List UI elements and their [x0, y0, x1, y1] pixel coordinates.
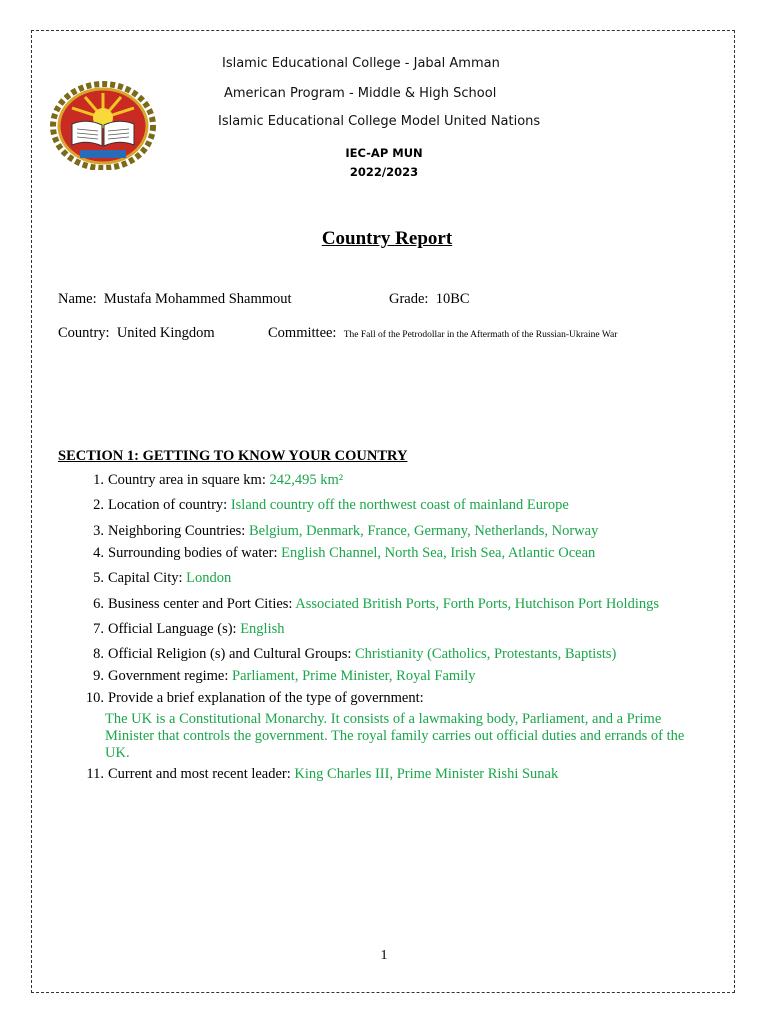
question-number: 5.: [93, 570, 104, 586]
question-number: 8.: [93, 646, 104, 662]
question-number: 4.: [93, 545, 104, 561]
question-answer: Associated British Ports, Forth Ports, Hutchison Port Holdings: [295, 596, 660, 612]
question-label: Provide a brief explanation of the type of government:: [108, 690, 424, 706]
question-item: [72, 472, 343, 489]
question-item: [72, 523, 598, 540]
question-label: Current and most recent leader:: [108, 766, 291, 782]
section-heading: SECTION 1: GETTING TO KNOW YOUR COUNTRY: [58, 448, 408, 464]
question-label: Surrounding bodies of water:: [108, 545, 278, 561]
question-item: [72, 646, 616, 663]
question-number: 3.: [93, 523, 104, 539]
question-label: Capital City:: [108, 570, 183, 586]
question-number: 10.: [85, 690, 104, 706]
conference-year: 2022/2023: [349, 165, 419, 179]
question-item: [72, 570, 231, 587]
name-row: [58, 291, 292, 308]
mun-name: Islamic Educational College Model United Nations: [218, 114, 541, 129]
question-item: [72, 497, 569, 514]
question-label: Neighboring Countries:: [108, 523, 246, 539]
name-label: Name:: [58, 291, 97, 307]
question-answer: Parliament, Prime Minister, Royal Family: [232, 668, 476, 684]
question-answer: English: [240, 621, 285, 637]
question-number: 9.: [93, 668, 104, 684]
question-label: Official Religion (s) and Cultural Groups:: [108, 646, 352, 662]
question-item: [72, 596, 659, 613]
conference-name: IEC-AP MUN: [345, 146, 423, 160]
question-number: 1.: [93, 472, 104, 488]
question-number: 6.: [93, 596, 104, 612]
page-number: 1: [380, 948, 388, 963]
country-value: United Kingdom: [116, 325, 215, 341]
question-answer: King Charles III, Prime Minister Rishi Sunak: [294, 766, 559, 782]
question-item: [72, 766, 558, 783]
grade-value: 10BC: [435, 291, 470, 307]
question-number: 7.: [93, 621, 104, 637]
school-name: Islamic Educational College - Jabal Amman: [222, 56, 500, 71]
program-name: American Program - Middle & High School: [224, 86, 497, 101]
committee-topic: The Fall of the Petrodollar in the Aftermath of the Russian-Ukraine War: [343, 330, 618, 340]
question-label: Location of country:: [108, 497, 228, 513]
government-explanation: The UK is a Constitutional Monarchy. It consists of a lawmaking body, Parliament, and a Prime Minister that controls the government. The royal family carries out official duties and errands of the UK.: [105, 711, 685, 761]
question-answer: Island country off the northwest coast of mainland Europe: [230, 497, 569, 513]
question-item: [72, 621, 285, 638]
question-item: [72, 690, 424, 707]
question-answer: London: [186, 570, 232, 586]
grade-row: [389, 291, 470, 308]
question-answer: Christianity (Catholics, Protestants, Baptists): [355, 646, 617, 662]
question-answer: 242,495 km²: [269, 472, 344, 488]
question-label: Country area in square km:: [108, 472, 266, 488]
question-number: 2.: [93, 497, 104, 513]
country-row: [58, 325, 215, 342]
committee-row: [268, 325, 617, 342]
student-name: Mustafa Mohammed Shammout: [103, 291, 292, 307]
question-answer: English Channel, North Sea, Irish Sea, Atlantic Ocean: [281, 545, 596, 561]
question-number: 11.: [86, 766, 104, 782]
question-item: [72, 668, 476, 685]
country-label: Country:: [58, 325, 110, 341]
question-label: Government regime:: [108, 668, 229, 684]
question-item: [72, 545, 595, 562]
question-label: Official Language (s):: [108, 621, 237, 637]
question-label: Business center and Port Cities:: [108, 596, 293, 612]
question-answer: Belgium, Denmark, France, Germany, Netherlands, Norway: [248, 523, 599, 539]
committee-label: Committee:: [268, 325, 337, 341]
page-title: Country Report: [321, 228, 453, 249]
grade-label: Grade:: [389, 291, 429, 307]
